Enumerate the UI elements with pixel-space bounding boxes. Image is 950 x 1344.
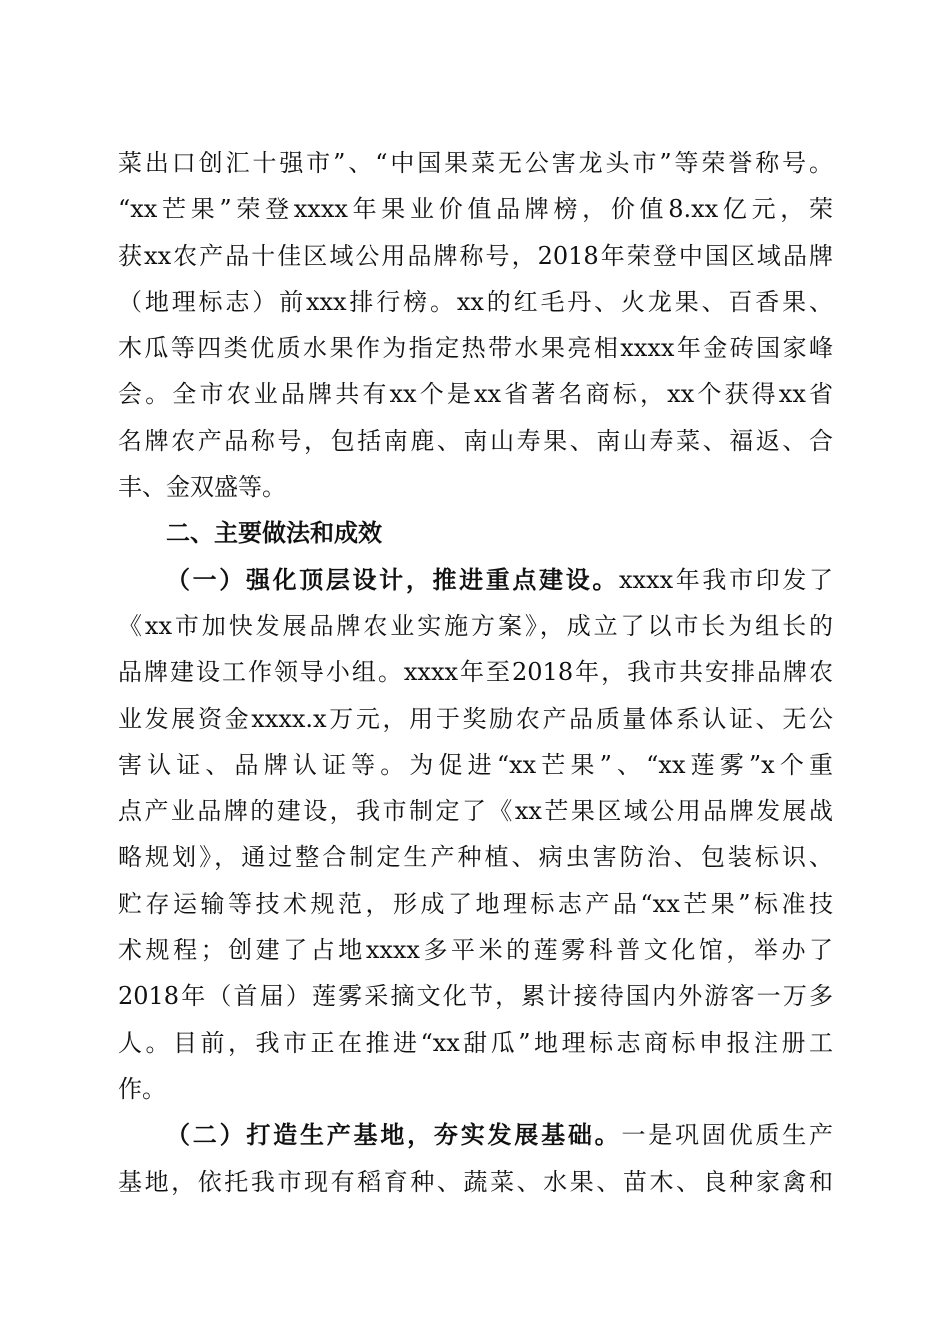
text-span: 一是巩固优质生产 bbox=[621, 1121, 834, 1150]
paragraph-top-level-design bbox=[118, 557, 833, 1113]
text-line: 《xx市加快发展品牌农业实施方案》，成立了以市长为组长的 bbox=[118, 611, 833, 640]
text-line: 2018年（首届）莲雾采摘文化节，累计接待国内外游客一万多 bbox=[118, 982, 833, 1011]
text-span: xxxx年我市印发了 bbox=[618, 565, 834, 594]
text-line bbox=[118, 557, 833, 603]
text-line: 会。全市农业品牌共有xx个是xx省著名商标，xx个获得xx省 bbox=[118, 380, 833, 409]
text-line: 作。 bbox=[118, 1074, 166, 1103]
text-line: 基地，依托我市现有稻育种、蔬菜、水果、苗木、良种家禽和 bbox=[118, 1167, 833, 1196]
text-line: 略规划》，通过整合制定生产种植、病虫害防治、包装标识、 bbox=[118, 843, 833, 872]
text-line: 业发展资金xxxx.x万元，用于奖励农产品质量体系认证、无公 bbox=[118, 704, 833, 733]
text-line: 贮存运输等技术规范，形成了地理标志产品“xx芒果”标准技 bbox=[118, 889, 833, 918]
section-heading: 二、主要做法和成效 bbox=[166, 518, 382, 548]
text-line: 害认证、品牌认证等。为促进“xx芒果”、“xx莲雾”x个重 bbox=[118, 750, 833, 779]
text-line: 菜出口创汇十强市”、“中国果菜无公害龙头市”等荣誉称号。 bbox=[118, 149, 833, 177]
paragraph-brand-honors bbox=[118, 140, 833, 510]
text-line: “xx芒果”荣登xxxx年果业价值品牌榜，价值8.xx亿元，荣 bbox=[118, 195, 833, 224]
text-line: （地理标志）前xxx排行榜。xx的红毛丹、火龙果、百香果、 bbox=[118, 287, 833, 316]
paragraph-production-base bbox=[118, 1112, 833, 1205]
text-line: 点产业品牌的建设，我市制定了《xx芒果区域公用品牌发展战 bbox=[118, 797, 833, 826]
text-line: 品牌建设工作领导小组。xxxx年至2018年，我市共安排品牌农 bbox=[118, 658, 833, 687]
text-line: 术规程；创建了占地xxxx多平米的莲雾科普文化馆，举办了 bbox=[118, 936, 833, 965]
document-body bbox=[118, 140, 833, 1205]
text-line bbox=[118, 1112, 833, 1158]
text-line: 木瓜等四类优质水果作为指定热带水果亮相xxxx年金砖国家峰 bbox=[118, 334, 833, 363]
subsection-title: （二）打造生产基地，夯实发展基础。 bbox=[166, 1120, 622, 1150]
text-line: 丰、金双盛等。 bbox=[118, 473, 286, 502]
text-line: 名牌农产品称号，包括南鹿、南山寿果、南山寿菜、福返、合 bbox=[118, 426, 833, 455]
subsection-title: （一）强化顶层设计，推进重点建设。 bbox=[166, 564, 619, 594]
text-line: 人。目前，我市正在推进“xx甜瓜”地理标志商标申报注册工 bbox=[118, 1028, 833, 1057]
text-line: 获xx农产品十佳区域公用品牌称号，2018年荣登中国区域品牌 bbox=[118, 241, 833, 270]
